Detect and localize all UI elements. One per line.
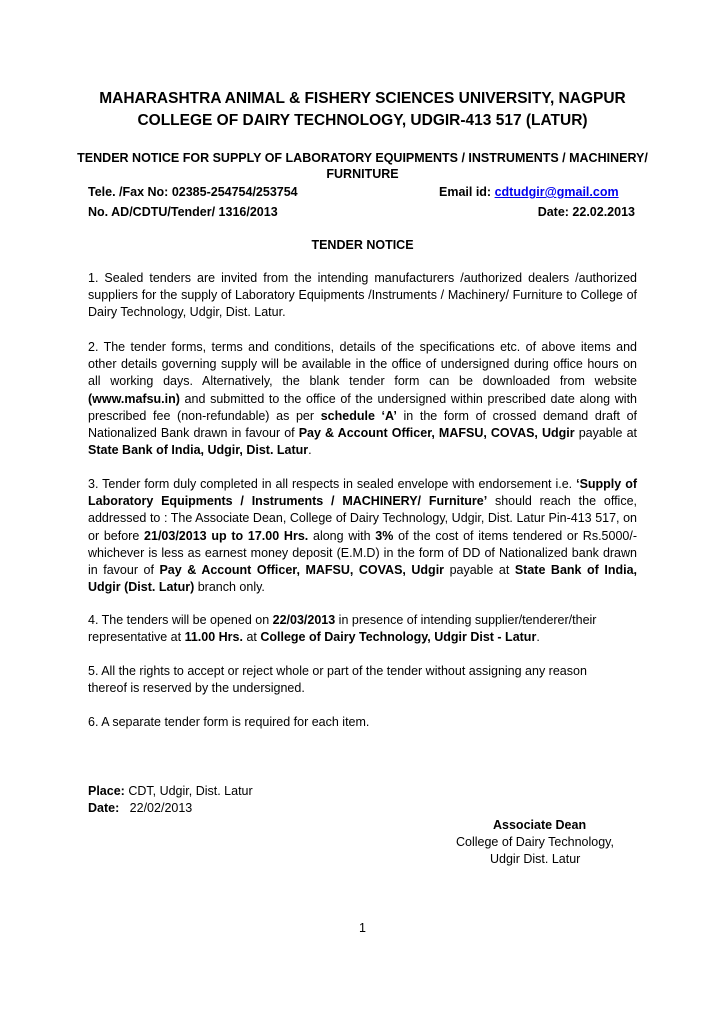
- paragraph-1: 1. Sealed tenders are invited from the intending manufacturers /authorized dealers /authorized suppliers for the supply of Laboratory Equipments /Instruments / Machinery/ Furniture to College of Dairy Technology, Udgir, Dist. Latur.: [88, 271, 637, 320]
- signatory-title: Associate Dean: [493, 818, 587, 832]
- notice-date: Date: 22.02.2013: [537, 205, 635, 219]
- paragraph-2: 2. The tender forms, terms and conditions, details of the specifications etc. of above items and other details governing supply will be available in the office of undersigned during office hours on all working days. Alternatively, the blank tender form can be downloaded from website (www.mafsu.in) and submitted to the office of the undersigned within prescribed date along with prescribed fee (non-refundable) as per schedule ‘A’ in the form of crossed demand draft of Nationalized Bank drawn in favour of Pay & Account Officer, MAFSU, COVAS, Udgir payable at State Bank of India, Udgir, Dist. Latur.: [88, 340, 637, 458]
- paragraph-6: 6. A separate tender form is required for each item.: [88, 715, 370, 729]
- signatory-location: Udgir Dist. Latur: [490, 852, 581, 866]
- paragraph-5: 5. All the rights to accept or reject whole or part of the tender without assigning any reason thereof is reserved by the undersigned.: [88, 664, 587, 696]
- college-title: COLLEGE OF DAIRY TECHNOLOGY, UDGIR-413 517 (LATUR): [137, 112, 588, 129]
- signatory-college: College of Dairy Technology,: [456, 835, 614, 849]
- reference-number: No. AD/CDTU/Tender/ 1316/2013: [88, 205, 278, 219]
- tele-fax: Tele. /Fax No: 02385-254754/253754: [88, 185, 298, 199]
- place-line: Place: CDT, Udgir, Dist. Latur: [88, 784, 253, 798]
- page-number: 1: [359, 921, 366, 935]
- tender-notice-heading: TENDER NOTICE: [311, 238, 414, 252]
- email-label: Email id:: [439, 185, 492, 199]
- paragraph-4: 4. The tenders will be opened on 22/03/2013 in presence of intending supplier/tenderer/their representative at 11.00 Hrs. at College of Dairy Technology, Udgir Dist - Latur.: [88, 613, 597, 645]
- paragraph-3: 3. Tender form duly completed in all respects in sealed envelope with endorsement i.e. ‘Supply of Laboratory Equipments / Instruments / MACHINERY/ Furniture’ should reach the office, addressed to : The Associate Dean, College of Dairy Technology, Udgir, Dist. Latur Pin-413 517, on or before 21/03/2013 up to 17.00 Hrs. along with 3% of the cost of items tendered or Rs.5000/- whichever is less as earnest money deposit (E.M.D) in the form of DD of Nationalized bank drawn in favour of Pay & Account Officer, MAFSU, COVAS, Udgir payable at State Bank of India, Udgir (Dist. Latur) branch only.: [88, 477, 637, 595]
- university-title: MAHARASHTRA ANIMAL & FISHERY SCIENCES UNIVERSITY, NAGPUR: [99, 90, 626, 107]
- notice-subject-line2: FURNITURE: [326, 167, 399, 181]
- email-line: [439, 184, 619, 200]
- date-line: Date: 22/02/2013: [88, 801, 193, 815]
- notice-subject-line1: TENDER NOTICE FOR SUPPLY OF LABORATORY EQUIPMENTS / INSTRUMENTS / MACHINERY/: [77, 151, 648, 165]
- email-link[interactable]: cdtudgir@gmail.com: [494, 185, 619, 199]
